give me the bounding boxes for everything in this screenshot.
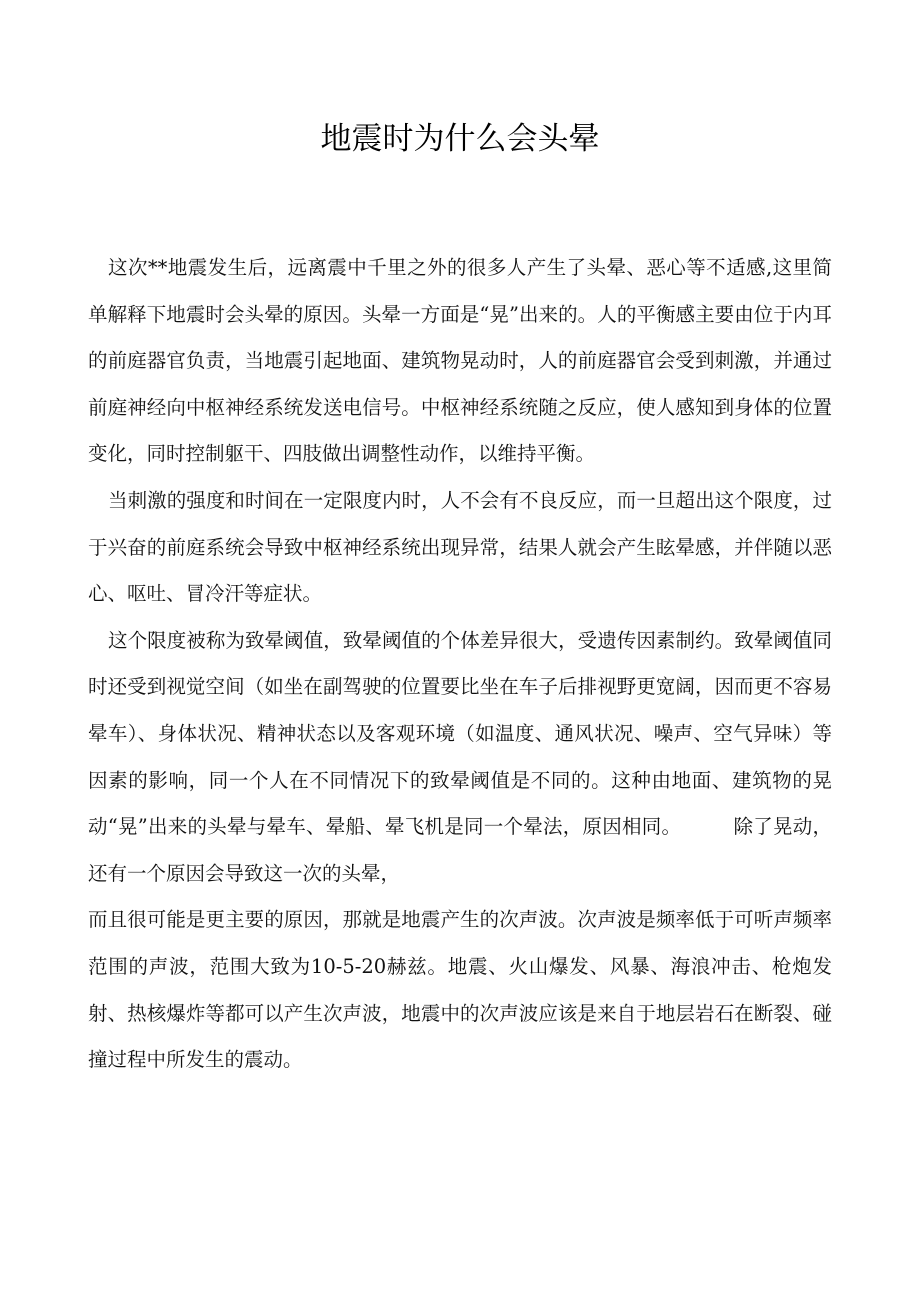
paragraph-4-text: 除了晃动，还有一个原因会导致这一次的头晕，: [88, 815, 832, 885]
paragraph-2: 当刺激的强度和时间在一定限度内时，人不会有不良反应，而一旦超出这个限度，过于兴奋的前庭系统会导致中枢神经系统出现异常，结果人就会产生眩晕感，并伴随以恶心、呕吐、冒冷汗等症状。: [88, 488, 832, 606]
paragraph-1: 这次**地震发生后，远离震中千里之外的很多人产生了头晕、恶心等不适感,这里简单解释下地震时会头晕的原因。头晕一方面是“晃”出来的。人的平衡感主要由位于内耳的前庭器官负责，当地震引起地面、建筑物晃动时，人的前庭器官会受到刺激，并通过前庭神经向中枢神经系统发送电信号。中枢神经系统随之反应，使人感知到身体的位置变化，同时控制躯干、四肢做出调整性动作，以维持平衡。: [88, 256, 832, 466]
paragraph-5: 而且很可能是更主要的原因，那就是地震产生的次声波。次声波是频率低于可听声频率范围的声波，范围大致为10-5-20赫兹。地震、火山爆发、风暴、海浪冲击、枪炮发射、热核爆炸等都可以产生次声波，地震中的次声波应该是来自于地层岩石在断裂、碰撞过程中所发生的震动。: [88, 908, 832, 1072]
paragraph-3: [88, 618, 832, 898]
document-title: 地震时为什么会头晕: [320, 121, 600, 157]
document-body: [88, 245, 832, 1084]
paragraph-3-text: 这个限度被称为致晕阈值，致晕阈值的个体差异很大，受遗传因素制约。致晕阈值同时还受到视觉空间（如坐在副驾驶的位置要比坐在车子后排视野更宽阔，因而更不容易晕车）、身体状况、精神状态以及客观环境（如温度、通风状况、噪声、空气异味）等因素的影响，同一个人在不同情况下的致晕阈值是不同的。这种由地面、建筑物的晃动“晃”出来的头晕与晕车、晕船、晕飞机是同一个晕法，原因相同。: [88, 628, 832, 839]
